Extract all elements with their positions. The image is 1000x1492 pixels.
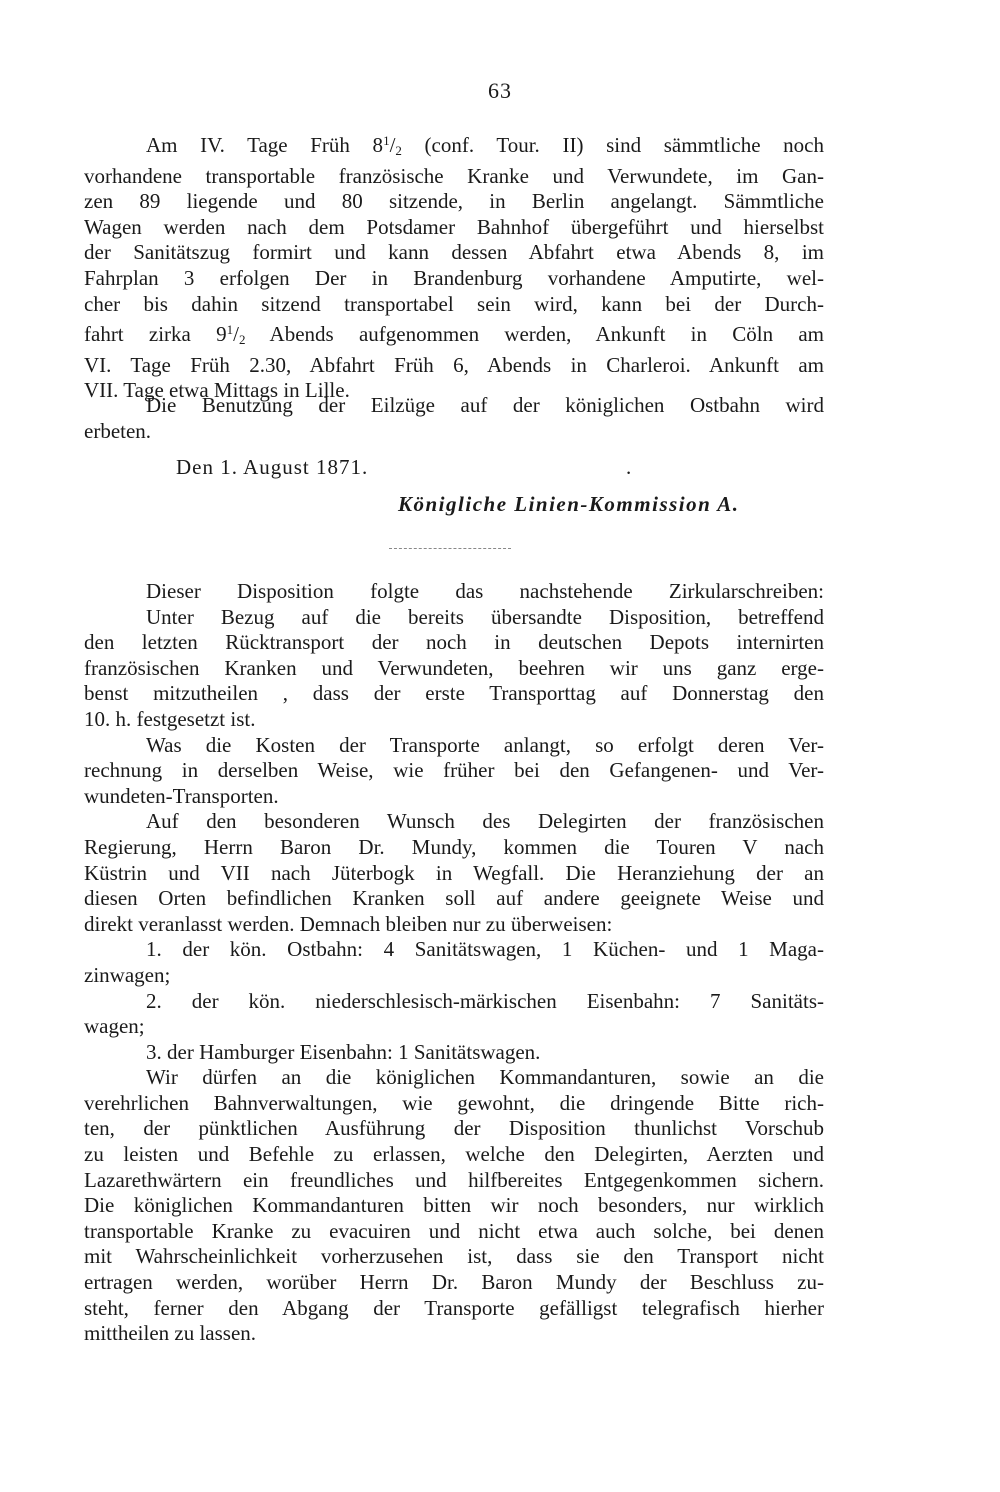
text-line: steht, ferner den Abgang der Transporte gefälligst telegrafisch hierher — [84, 1295, 824, 1320]
text-line: 2. der kön. niederschlesisch-märkischen Eisenbahn: 7 Sanitäts- — [146, 988, 824, 1013]
text-line: französischen Kranken und Verwundeten, beehren wir uns ganz erge- — [84, 655, 824, 680]
text-line: erbeten. — [84, 418, 152, 443]
text-line — [84, 317, 824, 353]
text-line: mit Wahrscheinlichkeit vorherzusehen ist, dass sie den Transport nicht — [84, 1244, 824, 1269]
fraction-slash: / — [233, 322, 239, 347]
text-line: zinwagen; — [84, 962, 171, 987]
text-line: Dieser Disposition folgte das nachstehende Zirkularschreiben: — [146, 579, 824, 603]
text-fragment: fahrt zirka 9 — [84, 322, 227, 347]
text-line: VII. Tage etwa Mittags in Lille. — [84, 378, 350, 403]
paragraph-eilzuege-request — [84, 393, 824, 444]
fraction-denominator: 2 — [238, 332, 246, 348]
text-line: transportable Kranke zu evacuiren und nicht etwa auch solche, bei denen — [84, 1218, 824, 1243]
text-line: Regierung, Herrn Baron Dr. Mundy, kommen die Touren V nach — [84, 834, 824, 859]
text-line: 10. h. festgesetzt ist. — [84, 706, 256, 731]
text-line: der Sanitätszug formirt und kann dessen Abfahrt etwa Abends 8, im — [84, 240, 824, 265]
text-line: Küstrin und VII nach Jüterbogk in Wegfall. Die Heranziehung der an — [84, 860, 824, 885]
text-line: direkt veranlasst werden. Demnach bleiben nur zu überweisen: — [84, 911, 613, 936]
text-fragment: Am IV. Tage Früh 8 — [146, 133, 384, 157]
text-line: ten, der pünktlichen Ausführung der Disposition thunlichst Vorschub — [84, 1116, 824, 1141]
text-fragment: (conf. Tour. II) sind sämmtliche noch — [424, 133, 824, 157]
text-line: vorhandene transportable französische Kranke und Verwundete, im Gan- — [84, 163, 824, 188]
text-line: 1. der kön. Ostbahn: 4 Sanitätswagen, 1 Küchen- und 1 Maga- — [146, 937, 824, 962]
text-line: Die Benutzung der Eilzüge auf der königlichen Ostbahn wird — [146, 393, 824, 417]
fraction-numerator: 1 — [383, 133, 390, 148]
fraction-denominator: 2 — [395, 143, 402, 158]
text-line: rechnung in derselben Weise, wie früher bei den Gefangenen- und Ver- — [84, 758, 824, 783]
paragraph-tour-schedule — [84, 128, 824, 404]
date-line: Den 1. August 1871. — [176, 455, 369, 479]
text-line: Wagen werden nach dem Potsdamer Bahnhof übergeführt und hierselbst — [84, 214, 824, 239]
text-line: den letzten Rücktransport der noch in deutschen Depots internirten — [84, 630, 824, 655]
section-divider — [389, 548, 511, 549]
text-line: verehrlichen Bahnverwaltungen, wie gewohnt, die dringende Bitte rich- — [84, 1090, 824, 1115]
text-line: Die königlichen Kommandanturen bitten wir noch besonders, nur wirklich — [84, 1193, 824, 1218]
text-line: zen 89 liegende und 80 sitzende, in Berlin angelangt. Sämmtliche — [84, 189, 824, 214]
text-line: diesen Orten befindlichen Kranken soll auf andere geeignete Weise und — [84, 886, 824, 911]
text-line: Wir dürfen an die königlichen Kommandanturen, sowie an die — [146, 1065, 824, 1090]
text-fragment: Abends aufgenommen werden, Ankunft in Cöln am — [269, 322, 825, 347]
fraction-numerator: 1 — [226, 322, 234, 338]
text-line — [84, 128, 824, 164]
text-line: Lazarethwärtern ein freundliches und hilfbereites Entgegenkommen sichern. — [84, 1167, 824, 1192]
text-line: wagen; — [84, 1014, 145, 1039]
text-line: Fahrplan 3 erfolgen Der in Brandenburg vorhandene Amputirte, wel- — [84, 265, 824, 290]
text-line: benst mitzutheilen , dass der erste Transporttag auf Donnerstag den — [84, 681, 824, 706]
stray-dot: . — [626, 455, 632, 479]
text-line: mittheilen zu lassen. — [84, 1321, 257, 1346]
text-line: VI. Tage Früh 2.30, Abfahrt Früh 6, Abends in Charleroi. Ankunft am — [84, 352, 824, 377]
text-line: Unter Bezug auf die bereits übersandte Disposition, betreffend — [146, 604, 824, 629]
text-line: cher bis dahin sitzend transportabel sein wird, kann bei der Durch- — [84, 291, 824, 316]
circular-letter — [84, 579, 824, 1347]
text-line: zu leisten und Befehle zu erlassen, welche den Delegirten, Aerzten und — [84, 1142, 824, 1167]
text-line: Auf den besonderen Wunsch des Delegirten der französischen — [146, 809, 824, 834]
text-line: wundeten-Transporten. — [84, 783, 279, 808]
page-number: 63 — [488, 78, 512, 103]
signature-line: Königliche Linien-Kommission A. — [398, 492, 740, 516]
text-line: ertragen werden, worüber Herrn Dr. Baron Mundy der Beschluss zu- — [84, 1270, 824, 1295]
text-line: Was die Kosten der Transporte anlangt, so erfolgt deren Ver- — [146, 732, 824, 757]
fraction-slash: / — [389, 133, 396, 157]
text-line: 3. der Hamburger Eisenbahn: 1 Sanitätswagen. — [146, 1039, 541, 1064]
